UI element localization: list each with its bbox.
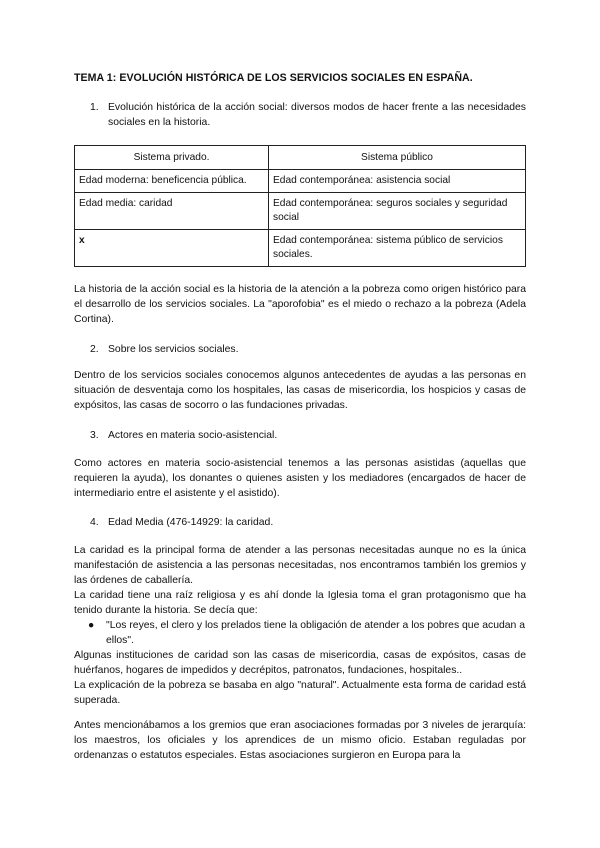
paragraph: Como actores en materia socio-asistencial tenemos a las personas asistidas (aquellas que requieren la ayuda), los donantes o quienes asisten y los mediadores (encargados de hacer de intermediario entre el asistente y el asistido). — [74, 458, 526, 499]
paragraph: La caridad tiene una raíz religiosa y es ahí donde la Iglesia toma el gran protagonismo que ha tenido durante la historia. Se decía que: — [74, 590, 526, 616]
section-text: Sobre los servicios sociales. — [108, 344, 239, 355]
section-heading-3 — [90, 428, 526, 443]
table-cell: Edad moderna: beneficencia pública. — [75, 170, 269, 193]
table-cell: Edad contemporánea: asistencia social — [269, 170, 526, 193]
table-cell: Edad media: caridad — [75, 193, 269, 230]
bullet-icon: ● — [88, 620, 95, 631]
table-header-row — [75, 146, 526, 170]
table-header-cell: Sistema privado. — [75, 146, 269, 170]
paragraph: La explicación de la pobreza se basaba en algo "natural". Actualmente esta forma de caridad está superada. — [74, 680, 526, 706]
bullet-item — [88, 618, 526, 648]
section-number: 2. — [90, 344, 99, 355]
table-cell — [75, 230, 269, 267]
table-row — [75, 193, 526, 230]
section-text: Actores en materia socio-asistencial. — [108, 430, 278, 441]
table-header-cell: Sistema público — [269, 146, 526, 170]
section-heading-1 — [90, 100, 526, 130]
section-heading-4 — [90, 515, 526, 530]
systems-table — [74, 145, 526, 267]
section-number: 3. — [90, 430, 99, 441]
bullet-text: "Los reyes, el clero y los prelados tiene la obligación de atender a los pobres que acudan a ellos". — [106, 620, 526, 646]
paragraph: Antes mencionábamos a los gremios que eran asociaciones formadas por 3 niveles de jerarquía: los maestros, los oficiales y los aprendices de un mismo oficio. Estaban reguladas por ordenanzas o estatutos especiales. Estas asociaciones surgieron en Europa para la — [74, 720, 526, 761]
table-cell-mark: x — [79, 235, 85, 246]
paragraph: La historia de la acción social es la historia de la atención a la pobreza como origen histórico para el desarrollo de los servicios sociales. La "aporofobia" es el miedo o rechazo a la pobreza (Adela Cortina). — [74, 284, 526, 325]
section-number: 1. — [90, 102, 99, 113]
table-cell: Edad contemporánea: seguros sociales y seguridad social — [269, 193, 526, 230]
paragraph: La caridad es la principal forma de atender a las personas necesitadas aunque no es la única manifestación de asistencia a las personas necesitadas, nos encontramos también los gremios y las órdenes de caballería. — [74, 545, 526, 586]
table-row — [75, 170, 526, 193]
section-text: Edad Media (476-14929: la caridad. — [108, 517, 274, 528]
section-number: 4. — [90, 517, 99, 528]
document-title: TEMA 1: EVOLUCIÓN HISTÓRICA DE LOS SERVICIOS SOCIALES EN ESPAÑA. — [74, 72, 473, 84]
section-text: Evolución histórica de la acción social: diversos modos de hacer frente a las necesidades sociales en la historia. — [108, 102, 526, 128]
table-cell: Edad contemporánea: sistema público de servicios sociales. — [269, 230, 526, 267]
table-row — [75, 230, 526, 267]
paragraph: Dentro de los servicios sociales conocemos algunos antecedentes de ayudas a las personas en situación de desventaja como los hospitales, las casas de misericordia, los hospicios y casas de expósitos, las casas de socorro o las fundaciones privadas. — [74, 370, 526, 411]
paragraph: Algunas instituciones de caridad son las casas de misericordia, casas de expósitos, casas de huérfanos, hogares de impedidos y decrépitos, patronatos, fundaciones, hospitales.. — [74, 650, 526, 676]
section-heading-2 — [90, 342, 526, 357]
